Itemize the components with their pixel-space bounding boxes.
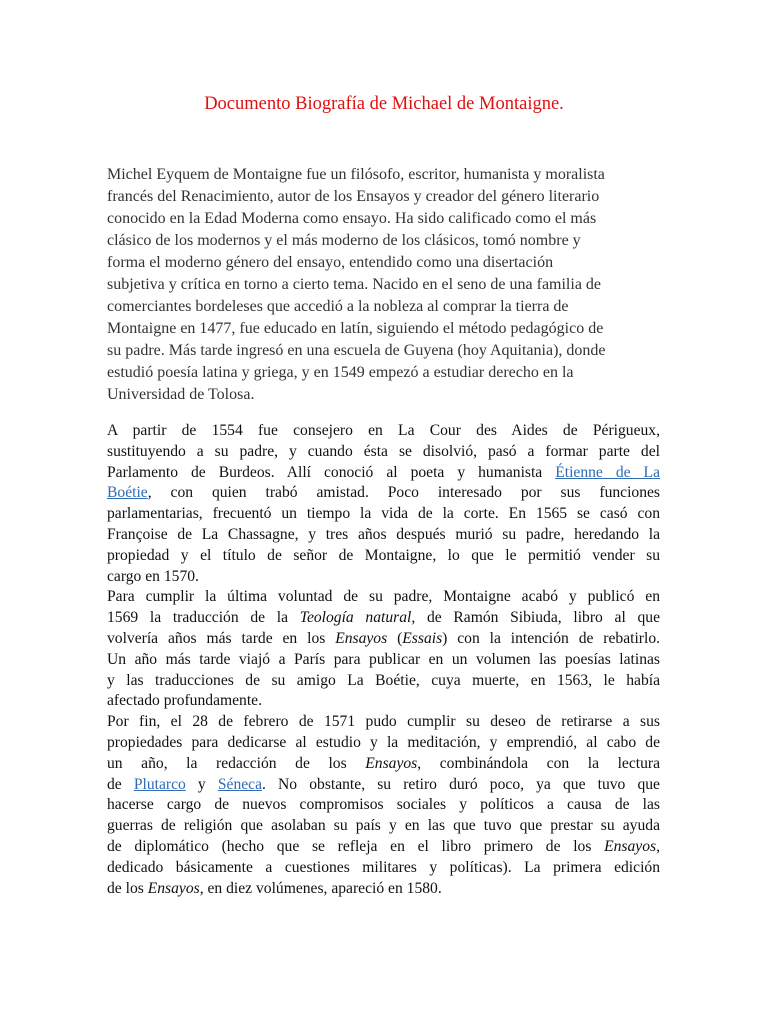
text-line [107, 879, 660, 900]
text-line [107, 483, 660, 504]
text-line: cargo en 1570. [107, 567, 199, 585]
link-etienne-de-la-boetie-cont[interactable]: Boétie [107, 484, 148, 502]
text-run: volvería años más tarde en los [107, 629, 336, 647]
text-line: dedicado básicamente a cuestiones militares y políticas). La primera edición [107, 858, 660, 876]
text-line [107, 754, 660, 775]
text-line: forma el moderno género del ensayo, entendido como una disertación [107, 254, 554, 271]
text-line: Montaigne en 1477, fue educado en latín, siguiendo el método pedagógico de [107, 320, 604, 337]
text-run: ( [387, 629, 403, 647]
text-line: hacerse cargo de nuevos compromisos sociales y políticos a causa de las [107, 796, 660, 814]
text-line: Françoise de La Chassagne, y tres años después murió su padre, heredando la [107, 525, 660, 543]
text-line [107, 775, 660, 796]
text-line: y las traducciones de su amigo La Boétie, cuya muerte, en 1563, le había [107, 671, 660, 689]
text-line: parlamentarias, frecuentó un tiempo la vida de la corte. En 1565 se casó con [107, 505, 660, 523]
text-line: Michel Eyquem de Montaigne fue un filósofo, escritor, humanista y moralista [107, 166, 605, 183]
text-line [107, 629, 660, 650]
text-run: de [107, 775, 134, 793]
italic-title: Ensayos [604, 837, 657, 855]
text-run: , en diez volúmenes, apareció en 1580. [199, 879, 442, 897]
text-line [107, 608, 660, 629]
text-line: Un año más tarde viajó a París para publicar en un volumen las poesías latinas [107, 650, 660, 668]
text-line: clásico de los modernos y el más moderno de los clásicos, tomó nombre y [107, 232, 581, 249]
text-run: de diplomático (hecho que se refleja en el libro primero de los [107, 837, 605, 855]
text-line: conocido en la Edad Moderna como ensayo. Ha sido calificado como el más [107, 210, 597, 227]
text-line [107, 837, 660, 858]
text-run: Parlamento de Burdeos. Allí conoció al poeta y humanista [107, 463, 556, 481]
text-line: Por fin, el 28 de febrero de 1571 pudo cumplir su deseo de retirarse a sus [107, 713, 660, 731]
italic-title: Ensayos [365, 754, 418, 772]
text-run: 1569 la traducción de la [107, 609, 300, 627]
text-line [107, 463, 660, 484]
italic-title: Ensayos [147, 879, 200, 897]
link-plutarco[interactable]: Plutarco [133, 775, 186, 793]
paragraph-retirement [107, 712, 660, 899]
text-line: estudió poesía latina y griega, y en 1549 empezó a estudiar derecho en la [107, 364, 574, 381]
text-line: comerciantes bordeleses que accedió a la nobleza al comprar la tierra de [107, 298, 569, 315]
paragraph-intro [107, 164, 655, 406]
text-run: de los [107, 879, 148, 897]
text-line: Universidad de Tolosa. [107, 386, 255, 403]
text-run: , [656, 837, 660, 855]
italic-title: Teología natural [299, 609, 412, 627]
text-line: su padre. Más tarde ingresó en una escuela de Guyena (hoy Aquitania), donde [107, 342, 606, 359]
link-seneca[interactable]: Séneca [217, 775, 263, 793]
text-run: ) con la intención de rebatirlo. [442, 629, 661, 647]
text-line: A partir de 1554 fue consejero en La Cour des Aides de Périgueux, [107, 422, 660, 439]
text-run: , de Ramón Sibiuda, libro al que [411, 609, 660, 627]
text-line: Para cumplir la última voluntad de su padre, Montaigne acabó y publicó en [107, 588, 660, 606]
italic-title: Essais [402, 629, 443, 647]
text-line: subjetiva y crítica en torno a cierto tema. Nacido en el seno de una familia de [107, 276, 602, 293]
paragraph-translation [107, 587, 660, 712]
text-run: un año, la redacción de los [107, 754, 366, 772]
text-line: afectado profundamente. [107, 692, 262, 710]
text-line: guerras de religión que asolaban su país y en las que tuvo que prestar su ayuda [107, 817, 660, 835]
text-run: y [185, 775, 218, 793]
text-line: propiedad y el título de señor de Montaigne, lo que le permitió vender su [107, 546, 660, 564]
text-run: . No obstante, su retiro duró poco, ya que tuvo que [262, 775, 660, 793]
text-line: sustituyendo a su padre, y cuando ésta se disolvió, pasó a formar parte del [107, 442, 660, 460]
italic-title: Ensayos [335, 629, 388, 647]
text-run: , combinándola con la lectura [417, 754, 660, 772]
link-etienne-de-la-boetie[interactable]: Étienne de La [555, 463, 660, 481]
text-line: francés del Renacimiento, autor de los Ensayos y creador del género literario [107, 188, 600, 205]
text-run: , con quien trabó amistad. Poco interesado por sus funciones [147, 484, 660, 502]
body-text [107, 421, 660, 899]
text-line: propiedades para dedicarse al estudio y la meditación, y emprendió, al cabo de [107, 733, 660, 751]
document-title: Documento Biografía de Michael de Montaigne. [204, 94, 564, 114]
paragraph-career [107, 421, 660, 587]
